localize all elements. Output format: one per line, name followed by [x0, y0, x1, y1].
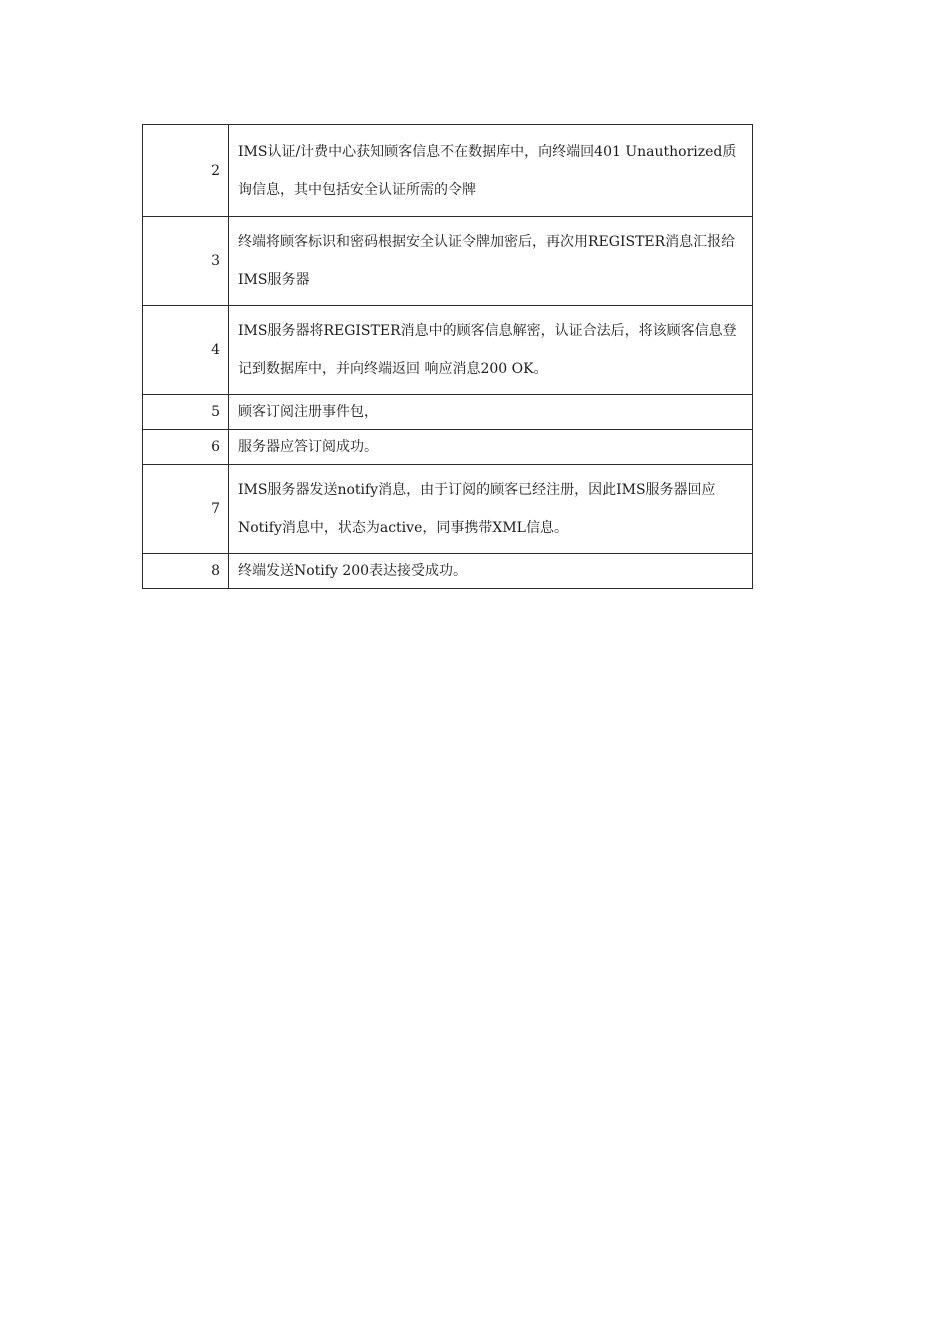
- step-number: 8: [143, 554, 229, 589]
- step-number: 5: [143, 395, 229, 430]
- step-number: 7: [143, 465, 229, 554]
- step-number: 4: [143, 306, 229, 395]
- step-number: 6: [143, 430, 229, 465]
- step-number: 3: [143, 217, 229, 306]
- step-description: 服务器应答订阅成功。: [229, 430, 753, 465]
- table-row: [143, 217, 753, 306]
- step-description: 终端将顾客标识和密码根据安全认证令牌加密后，再次用REGISTER消息汇报给IMS服务器: [229, 217, 753, 306]
- step-description: 终端发送Notify 200表达接受成功。: [229, 554, 753, 589]
- table-row: [143, 306, 753, 395]
- table-row: [143, 554, 753, 589]
- table-row: [143, 465, 753, 554]
- step-description: 顾客订阅注册事件包，: [229, 395, 753, 430]
- step-number: 2: [143, 125, 229, 217]
- procedure-steps-table: [142, 124, 753, 589]
- table-row: [143, 125, 753, 217]
- step-description: IMS认证/计费中心获知顾客信息不在数据库中，向终端回401 Unauthorized质询信息，其中包括安全认证所需的令牌: [229, 125, 753, 217]
- step-description: IMS服务器发送notify消息，由于订阅的顾客已经注册，因此IMS服务器回应Notify消息中，状态为active，同事携带XML信息。: [229, 465, 753, 554]
- table-row: [143, 430, 753, 465]
- table-row: [143, 395, 753, 430]
- step-description: IMS服务器将REGISTER消息中的顾客信息解密，认证合法后，将该顾客信息登记到数据库中，并向终端返回 响应消息200 OK。: [229, 306, 753, 395]
